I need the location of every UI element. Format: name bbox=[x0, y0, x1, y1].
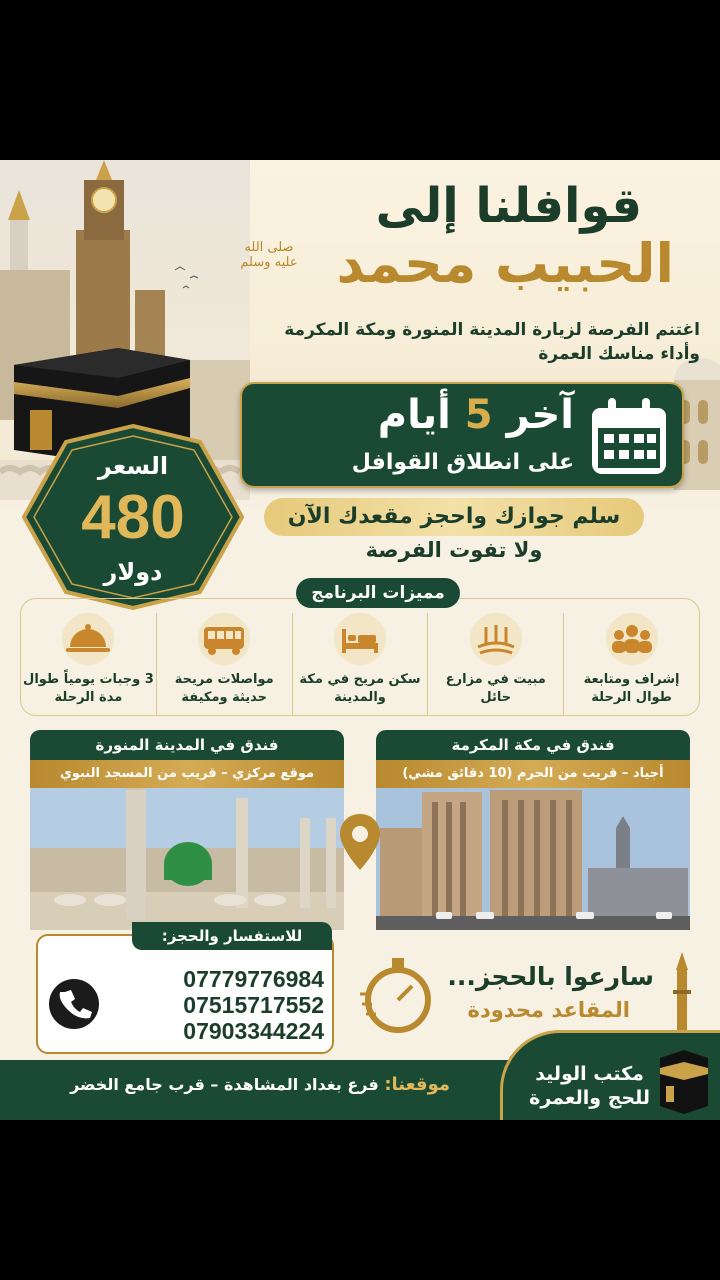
location-pin-icon bbox=[338, 812, 382, 872]
countdown-banner bbox=[240, 382, 684, 488]
group-icon bbox=[602, 613, 662, 665]
countdown-days: 5 bbox=[464, 392, 493, 438]
hurry-subtext: المقاعد محدودة bbox=[467, 998, 630, 1022]
countdown-prefix: آخر bbox=[506, 392, 574, 438]
hotel-makkah-title: فندق في مكة المكرمة bbox=[376, 730, 690, 760]
hotel-makkah-detail: أجياد – قريب من الحرم (10 دقائق مشي) bbox=[376, 760, 690, 788]
footer-location bbox=[70, 1074, 450, 1095]
hotel-madinah-card bbox=[30, 730, 344, 930]
footer-location-text: فرع بغداد المشاهدة – قرب جامع الخضر bbox=[70, 1075, 379, 1094]
kaaba-logo-icon bbox=[656, 1048, 712, 1114]
hurry-headline: سارعوا بالحجز... bbox=[447, 962, 654, 991]
features-title: مميزات البرنامج bbox=[296, 578, 460, 608]
salawat-calligraphy: صلى الله عليه وسلم bbox=[240, 240, 298, 270]
feature-label: سكن مريح في مكة والمدينة bbox=[299, 672, 421, 705]
office-name-line2: للحج والعمرة bbox=[529, 1087, 650, 1109]
office-name bbox=[529, 1062, 650, 1110]
feature-transport bbox=[156, 613, 292, 715]
subtitle-text: اغتنم الفرصة لزيارة المدينة المنورة ومكة المكرمة وأداء مناسك العمرة bbox=[284, 320, 700, 364]
footer-location-label: موقعنا: bbox=[384, 1074, 450, 1095]
office-name-line1: مكتب الوليد bbox=[535, 1063, 644, 1085]
hotel-makkah-photo bbox=[376, 788, 690, 930]
contact-box bbox=[36, 927, 334, 1054]
phone-list bbox=[110, 966, 324, 1044]
farm-icon bbox=[466, 613, 526, 665]
feature-label: إشراف ومتابعة طوال الرحلة bbox=[583, 672, 680, 705]
countdown-headline bbox=[378, 392, 574, 438]
headline-line2: الحبيب محمد bbox=[336, 232, 674, 295]
food-cloche-icon bbox=[58, 613, 118, 665]
phone-number[interactable]: 07515717552 bbox=[183, 992, 324, 1018]
price-currency: دولار bbox=[103, 558, 163, 586]
feature-supervision bbox=[563, 613, 699, 715]
bus-icon bbox=[194, 613, 254, 665]
countdown-suffix: أيام bbox=[377, 392, 451, 438]
calendar-icon bbox=[588, 396, 670, 478]
booking-cta-sub: ولا تفوت الفرصة bbox=[365, 538, 543, 562]
hotel-madinah-photo bbox=[30, 788, 344, 930]
feature-label: مبيت في مزارع حائل bbox=[445, 672, 546, 705]
headline-line1: قوافلنا إلى bbox=[375, 178, 642, 234]
contact-title: للاستفسار والحجز: bbox=[132, 922, 332, 950]
price-value: 480 bbox=[81, 483, 185, 552]
feature-accommodation bbox=[292, 613, 428, 715]
booking-cta: سلم جوازك واحجز مقعدك الآن bbox=[264, 498, 644, 536]
price-info bbox=[20, 422, 246, 612]
hotel-madinah-detail: موقع مركزي – قريب من المسجد النبوي bbox=[30, 760, 344, 788]
feature-label: 3 وجبات يومياً طوال مدة الرحلة bbox=[23, 672, 154, 705]
minaret-icon bbox=[664, 950, 700, 1040]
features-box bbox=[20, 598, 700, 716]
hotel-makkah-card bbox=[376, 730, 690, 930]
phone-number[interactable]: 07903344224 bbox=[183, 1018, 324, 1044]
bed-icon bbox=[330, 613, 390, 665]
hotel-madinah-title: فندق في المدينة المنورة bbox=[30, 730, 344, 760]
feature-meals bbox=[21, 613, 156, 715]
price-label: السعر bbox=[97, 452, 169, 480]
phone-number[interactable]: 07779776984 bbox=[183, 966, 324, 992]
feature-farm-stay bbox=[427, 613, 563, 715]
countdown-subtext: على انطلاق القوافل bbox=[351, 450, 574, 475]
feature-label: مواصلات مريحة حديثة ومكيفة bbox=[174, 672, 274, 705]
phone-icon bbox=[48, 978, 100, 1030]
umrah-poster bbox=[0, 160, 720, 1120]
